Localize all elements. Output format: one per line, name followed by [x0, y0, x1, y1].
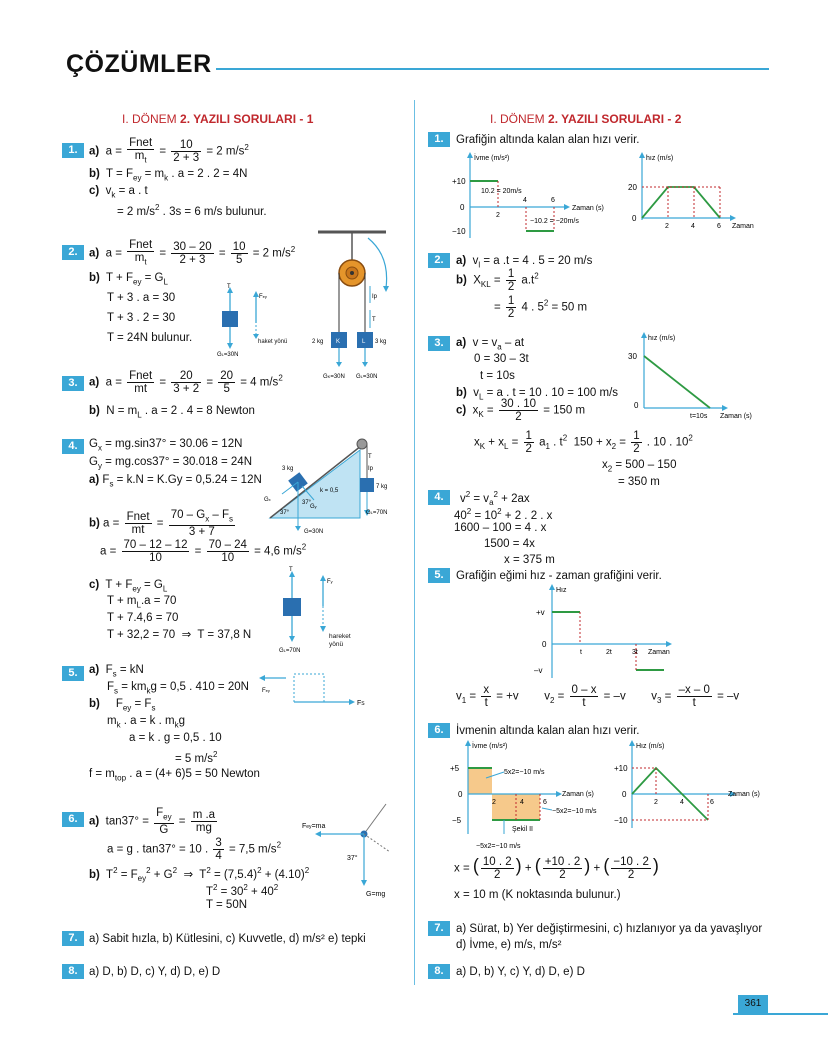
svg-text:2: 2	[492, 799, 496, 806]
solution-line: a) $F_s = k.N = K.Gy = 0,5.24 = 12N$	[89, 474, 262, 489]
svg-text:hız (m/s): hız (m/s)	[648, 335, 676, 342]
solution-line: T + 3 . a = 30	[107, 292, 176, 304]
solution-line: b) a = $\frac{\text{Fnet}}{mt}$ = $\frac{70 - G_x - F_s}{3 + 7}$	[89, 509, 234, 539]
svg-text:2 kg: 2 kg	[312, 339, 324, 345]
solution-line: = $\frac{1}{2}$ 4 . $5^2 = 50$ m	[494, 295, 588, 320]
solution-line: T = 24N bulunur.	[107, 332, 193, 344]
svg-text:−10: −10	[614, 816, 628, 825]
question-number: 5.	[62, 666, 84, 681]
velocity-time-chart	[530, 582, 720, 682]
solution-line: $G_y = mg.\cos 37^\circ = 30.018 = 24N$	[89, 456, 252, 471]
svg-text:−5: −5	[452, 816, 462, 825]
svg-text:0: 0	[634, 401, 639, 410]
solution-line: $T + m_L.a = 70$	[107, 595, 177, 610]
svg-text:+v: +v	[536, 608, 545, 617]
svg-text:Gx: Gx	[264, 497, 271, 503]
solution-line: $x_2 = 500 - 150$	[602, 459, 677, 474]
solution-line: $v_1$ = $\frac{x}{t}$ = +v $v_2$ = $\frac{0 - x}{t}$ = –v $v_3$ = $\frac{-x - 0}{t}$ = –v	[456, 684, 740, 709]
title-rule	[216, 68, 769, 70]
page-number-rule	[733, 1013, 828, 1015]
svg-text:4: 4	[520, 799, 524, 806]
svg-text:6: 6	[710, 799, 714, 806]
svg-text:3 kg: 3 kg	[282, 466, 294, 472]
velocity-time-chart	[624, 330, 769, 422]
solution-line: $F_s = km_kg = 0,5$ . 410 = 20N	[107, 681, 249, 696]
pendulum-diagram	[300, 800, 410, 898]
velocity-time-chart	[614, 738, 774, 830]
solution-line: = 2 $m/s^2$ . 3s = 6 m/s bulunur.	[117, 203, 267, 218]
svg-text:G=mg: G=mg	[366, 891, 386, 898]
svg-text:4: 4	[691, 223, 695, 230]
svg-text:+5: +5	[450, 764, 460, 773]
question-number: 3.	[62, 376, 84, 391]
solution-line: x = 375 m	[504, 554, 555, 566]
solution-line: T + 32,2 = 70 ⇒ T = 37,8 N	[107, 629, 252, 641]
svg-text:0: 0	[622, 790, 627, 799]
force-diagram	[213, 283, 288, 358]
solution-line: $m_k$ . a = k . $m_kg$	[107, 715, 186, 730]
svg-text:GL=70N: GL=70N	[366, 510, 388, 516]
question-number: 5.	[428, 568, 450, 583]
svg-text:4: 4	[680, 799, 684, 806]
svg-text:+10: +10	[614, 764, 628, 773]
svg-text:t: t	[580, 649, 582, 656]
question-number: 4.	[62, 439, 84, 454]
solution-line: a) $v_l = a$ .t = 4 . 5 = 20 m/s	[456, 255, 593, 270]
solution-line: c) $T + F_{ey} = G_L$	[89, 579, 168, 594]
solution-line: $x_K + x_L$ = $\frac{1}{2}$ $a_1$ . $t^2$ $150 + x_2$ = $\frac{1}{2}$ . 10 . $10^2$	[474, 430, 693, 455]
svg-text:Zaman (s): Zaman (s)	[720, 413, 752, 420]
solution-text: Grafiğin eğimi hız - zaman grafiğini verir.	[456, 570, 662, 582]
solution-line: b) $T = F_{ey} = m_k$ . a = 2 . 2 = 4N	[89, 168, 248, 183]
svg-text:37°: 37°	[280, 510, 290, 516]
question-number: 2.	[62, 245, 84, 260]
acceleration-time-chart	[448, 150, 618, 242]
svg-text:T: T	[368, 454, 372, 460]
solution-line: b) $F_{ey} = F_s$	[89, 698, 156, 713]
solution-line: b) $T^2 = F_{ey}^2 + G^2$ ⇒ $T^2 = (7,5.4)^2 + (4.10)^2$	[89, 866, 310, 884]
svg-text:Fey: Fey	[259, 294, 267, 300]
svg-text:İvme (m/s²): İvme (m/s²)	[474, 155, 510, 162]
solution-line: = 5 $m/s^2$	[175, 750, 218, 765]
solution-line: $G_x = mg.\sin 37^\circ = 30.06 = 12N$	[89, 438, 243, 453]
svg-text:0: 0	[632, 214, 637, 223]
solution-line: a) $F_s$ = kN	[89, 664, 144, 679]
svg-text:GL=30N: GL=30N	[217, 352, 239, 358]
svg-text:K: K	[336, 339, 341, 345]
svg-text:G=30N: G=30N	[304, 529, 324, 535]
question-number: 7.	[62, 931, 84, 946]
solution-line: b) $N = m_L$ . a = 2 . 4 = 8 Newton	[89, 405, 255, 420]
solution-line: b) $v_L = a$ . t = 10 . 10 = 100 m/s	[456, 387, 619, 402]
svg-text:7 kg: 7 kg	[376, 484, 388, 490]
svg-text:6: 6	[551, 197, 555, 204]
svg-text:hız (m/s): hız (m/s)	[646, 155, 674, 162]
page-number: 361	[738, 995, 768, 1013]
solution-line: c) $v_k = a$ . t	[89, 185, 148, 200]
answer-line: a) Sabit hızla, b) Kütlesini, c) Kuvvetle, d) m/s² e) tepki	[89, 933, 366, 945]
svg-text:30: 30	[628, 352, 637, 361]
question-number: 1.	[62, 143, 84, 158]
svg-text:Zaman (s): Zaman (s)	[562, 791, 594, 798]
svg-text:Fey: Fey	[262, 688, 270, 694]
svg-text:0: 0	[458, 790, 463, 799]
svg-text:Zaman: Zaman	[732, 223, 754, 230]
solution-line: t = 10s	[480, 370, 515, 382]
svg-text:Hız (m/s): Hız (m/s)	[636, 743, 665, 750]
svg-text:Zaman (s): Zaman (s)	[572, 205, 604, 212]
svg-text:Gy: Gy	[310, 504, 317, 510]
solution-line: b) $T + F_{ey} = G_L$	[89, 272, 168, 287]
solution-line: $v^2 = v_a^2 + 2ax$	[460, 490, 530, 508]
solution-line: $40^2 = 10^2 + 2$ . 2 . x	[454, 507, 553, 522]
solution-line: a = $\frac{70 - 12 - 12}{10}$ = $\frac{70 - 24}{10}$ = 4,6 $m/s^2$	[100, 539, 307, 564]
svg-text:Ip: Ip	[372, 294, 378, 300]
svg-text:6: 6	[717, 223, 721, 230]
solution-line: c) $x_K$ = $\frac{30 . 10}{2}$ = 150 m	[456, 398, 586, 423]
svg-text:5x2=−10 m/s: 5x2=−10 m/s	[504, 769, 545, 776]
solution-line: b) $X_{KL}$ = $\frac{1}{2}$ $a.t^2$	[456, 268, 539, 293]
question-number: 7.	[428, 921, 450, 936]
svg-text:2: 2	[654, 799, 658, 806]
svg-text:GL=70N: GL=70N	[279, 648, 301, 654]
svg-text:0: 0	[460, 203, 465, 212]
svg-text:GL=30N: GL=30N	[356, 374, 378, 380]
right-column-heading: I. DÖNEM 2. YAZILI SORULARI - 2	[490, 112, 682, 126]
svg-text:Ip: Ip	[368, 466, 374, 472]
svg-text:Zaman (s): Zaman (s)	[728, 791, 760, 798]
svg-text:Zaman: Zaman	[648, 649, 670, 656]
svg-text:+10: +10	[452, 177, 466, 186]
answer-line: a) D, b) D, c) Y, d) D, e) D	[89, 966, 221, 978]
question-number: 4.	[428, 490, 450, 505]
solution-line: $f = m_{top}$ . a = (4+ 6)5 = 50 Newton	[89, 768, 260, 783]
svg-text:k = 0,5: k = 0,5	[320, 488, 339, 494]
svg-text:–v: –v	[534, 666, 543, 675]
question-number: 3.	[428, 336, 450, 351]
svg-text:37°: 37°	[302, 500, 312, 506]
solution-line: 1500 = 4x	[484, 538, 535, 550]
question-number: 1.	[428, 132, 450, 147]
svg-text:6: 6	[543, 799, 547, 806]
question-number: 2.	[428, 253, 450, 268]
svg-text:L: L	[362, 339, 366, 345]
svg-text:Fey=ma: Fey=ma	[302, 823, 326, 830]
svg-text:2: 2	[665, 223, 669, 230]
svg-text:GK=30N: GK=30N	[323, 374, 345, 380]
solution-line: a) a = $\frac{\text{Fnet}}{mt}$ = $\frac{20}{3 + 2}$ = $\frac{20}{5}$ = 4 $m/s^2$	[89, 370, 283, 395]
svg-text:−5x2=−10 m/s: −5x2=−10 m/s	[552, 808, 597, 815]
svg-text:2t: 2t	[606, 649, 612, 656]
svg-text:İvme (m/s²): İvme (m/s²)	[472, 743, 508, 750]
answer-line: a) Sürat, b) Yer değiştirmesini, c) hızlanıyor ya da yavaşlıyor	[456, 923, 763, 935]
question-number: 6.	[428, 723, 450, 738]
solution-text: İvmenin altında kalan alan hızı verir.	[456, 725, 640, 737]
solution-line: a) tan37° = $\frac{F_{ey}}{G}$ = $\frac{m .a}{mg}$	[89, 807, 216, 837]
svg-text:−5x2=−10 m/s: −5x2=−10 m/s	[476, 843, 521, 850]
solution-line: = 350 m	[618, 476, 660, 488]
question-number: 8.	[62, 964, 84, 979]
solution-line: a = g . tan37° = 10 . $\frac{3}{4}$ = 7,5 $m/s^2$	[107, 837, 282, 862]
solution-line: 1600 – 100 = 4 . x	[454, 522, 547, 534]
solution-line: a) a = $\frac{\text{Fnet}}{m_t}$ = $\frac{10}{2 + 3}$ = 2 $m/s^2$	[89, 137, 249, 165]
svg-text:T: T	[289, 567, 293, 573]
solution-line: a) a = $\frac{\text{Fnet}}{m_t}$ = $\frac{30 - 20}{2 + 3}$ = $\frac{10}{5}$ = 2 $m/s^2$	[89, 239, 296, 267]
svg-text:3 kg: 3 kg	[375, 339, 387, 345]
svg-text:2: 2	[496, 212, 500, 219]
svg-text:−10: −10	[452, 227, 466, 236]
solution-line: T + 7.4,6 = 70	[107, 612, 179, 624]
solution-line: a = k . g = 0,5 . 10	[129, 732, 222, 744]
solution-line: $T^2 = 30^2 + 40^2$	[206, 883, 279, 898]
svg-text:3t: 3t	[632, 649, 638, 656]
svg-text:37°: 37°	[347, 855, 358, 862]
pulley-diagram	[308, 228, 418, 383]
solution-line: x = ( $\frac{10 . 2}{2}$ ) + ( $\frac{+10 . 2}{2}$ ) + ( $\frac{-10 . 2}{2}$ )	[454, 855, 659, 881]
friction-diagram	[256, 668, 371, 713]
solution-line: a) $v = v_a$ – at	[456, 337, 525, 352]
svg-text:0: 0	[542, 640, 547, 649]
acceleration-time-chart	[446, 738, 626, 850]
direction-label: hareket yönü	[329, 633, 351, 648]
question-number: 8.	[428, 964, 450, 979]
svg-text:FS: FS	[357, 700, 365, 707]
direction-label: haket yönü	[258, 339, 288, 345]
svg-text:T: T	[372, 317, 376, 323]
svg-text:Fy: Fy	[327, 579, 333, 585]
page-title: ÇÖZÜMLER	[66, 50, 212, 78]
solution-text: Grafiğin altında kalan alan hızı verir.	[456, 134, 640, 146]
svg-text:20: 20	[628, 183, 637, 192]
svg-text:Şekil II: Şekil II	[512, 826, 534, 833]
svg-text:t=10s: t=10s	[690, 413, 708, 420]
incline-diagram	[262, 432, 407, 537]
answer-line: d) İvme, e) m/s, m/s²	[456, 939, 562, 951]
solution-line: x = 10 m (K noktasında bulunur.)	[454, 889, 621, 901]
answer-line: a) D, b) Y, c) Y, d) D, e) D	[456, 966, 585, 978]
svg-text:−10.2 = −20m/s: −10.2 = −20m/s	[530, 218, 579, 225]
solution-line: 0 = 30 – 3t	[474, 353, 529, 365]
svg-text:10.2 = 20m/s: 10.2 = 20m/s	[481, 188, 522, 195]
solution-line: T + 3 . 2 = 30	[107, 312, 176, 324]
question-number: 6.	[62, 812, 84, 827]
svg-text:4: 4	[523, 197, 527, 204]
svg-text:Hız: Hız	[556, 587, 567, 594]
solution-line: T = 50N	[206, 899, 248, 911]
svg-text:T: T	[227, 284, 231, 290]
left-column-heading: I. DÖNEM 2. YAZILI SORULARI - 1	[122, 112, 314, 126]
velocity-time-chart	[624, 150, 764, 235]
